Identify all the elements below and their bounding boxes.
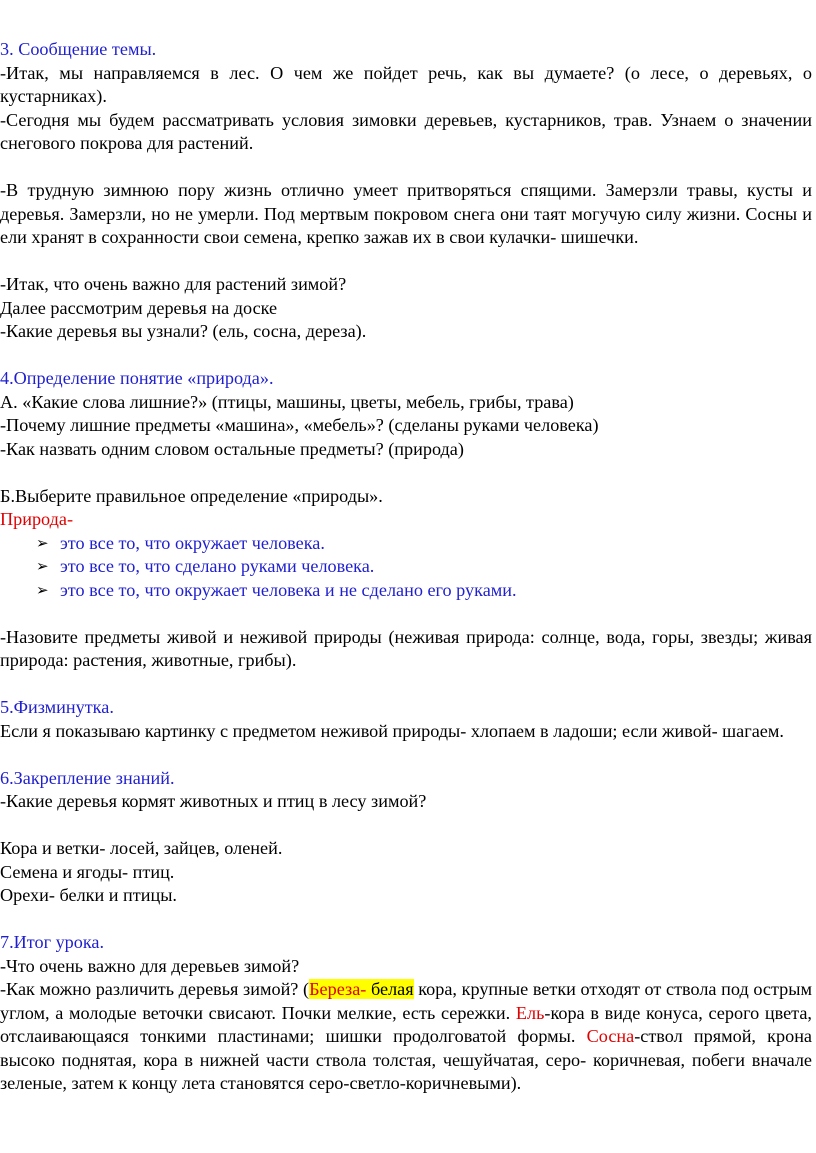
option-text: это все то, что окружает человека и не сделано его руками.	[60, 579, 517, 600]
paragraph: -Итак, что очень важно для растений зимой?	[0, 274, 347, 294]
section-4-heading: 4.Определение понятие «природа».	[0, 368, 274, 388]
spacer	[0, 344, 814, 368]
spacer	[0, 461, 814, 485]
paragraph: -Какие деревья кормят животных и птиц в лесу зимой?	[0, 791, 427, 811]
paragraph: -Почему лишние предметы «машина», «мебель»? (сделаны руками человека)	[0, 415, 599, 435]
paragraph: Семена и ягоды- птиц.	[0, 861, 175, 882]
spacer	[0, 250, 814, 274]
paragraph: -В трудную зимнюю пору жизнь отлично умеет притворяться спящими. Замерзли травы, кусты и деревья. Замерзли, но не умерли. Под мертвым покровом снега они таят могучую силу жизни. Сосны и ели хранят в сохранности свои семена, крепко зажав их в свои кулачки- шишечки.	[0, 180, 812, 247]
spacer	[0, 908, 814, 932]
tree-descriptions	[0, 978, 814, 1096]
section-6-heading: 6.Закрепление знаний.	[0, 767, 175, 788]
spruce-text: -кора в виде конуса, серого цвета, отслаивающаяся тонкими пластинами; шишки продолговатой формы.	[0, 1002, 812, 1046]
paragraph: Кора и ветки- лосей, зайцев, оленей.	[0, 838, 283, 858]
paragraph: Далее рассмотрим деревья на доске	[0, 297, 278, 318]
section-3-heading: 3. Сообщение темы.	[0, 39, 157, 59]
paragraph: -Что очень важно для деревьев зимой?	[0, 955, 300, 976]
spacer	[0, 673, 814, 697]
paragraph: -Итак, мы направляемся в лес. О чем же пойдет речь, как вы думаете? (о лесе, о деревьях, о кустарниках).	[0, 62, 812, 106]
paragraph: -Сегодня мы будем рассматривать условия зимовки деревьев, кустарников, трав. Узнаем о значении снегового покрова для растений.	[0, 109, 812, 153]
spacer	[0, 602, 814, 626]
arrow-bullet-icon: ➢	[36, 533, 49, 552]
arrow-bullet-icon: ➢	[36, 557, 49, 575]
list-item	[0, 532, 814, 556]
paragraph: -Как назвать одним словом остальные предметы? (природа)	[0, 438, 464, 459]
document-page	[0, 38, 814, 1096]
birch-text: кора, крупные ветки отходят от ствола под острым углом, а молодые веточки свисают. Почки мелкие, есть сережки.	[0, 979, 812, 1023]
birch-highlight: белая	[366, 979, 414, 999]
option-text: это все то, что сделано руками человека.	[60, 556, 375, 576]
section-5-heading: 5.Физминутка.	[0, 697, 114, 717]
arrow-bullet-icon: ➢	[36, 580, 49, 599]
question-text: -Как можно различить деревья зимой? (	[0, 979, 310, 999]
paragraph: А. «Какие слова лишние?» (птицы, машины, цветы, мебель, грибы, трава)	[0, 391, 574, 412]
spacer	[0, 814, 814, 838]
list-item	[0, 555, 814, 579]
paragraph: -Какие деревья вы узнали? (ель, сосна, дереза).	[0, 321, 367, 341]
nature-term: Природа-	[0, 509, 74, 529]
paragraph: Б.Выберите правильное определение «природы».	[0, 485, 383, 506]
section-7-heading: 7.Итог урока.	[0, 932, 105, 952]
pine-text: -ствол прямой, крона высоко поднятая, кора в нижней части ствола толстая, чешуйчатая, серо- коричневая, побеги вначале зеленые, затем к концу лета становятся серо-светло-коричневыми).	[0, 1026, 813, 1093]
paragraph: Орехи- белки и птицы.	[0, 885, 177, 905]
paragraph: -Назовите предметы живой и неживой природы (неживая природа: солнце, вода, горы, звезды; живая природа: растения, животные, грибы).	[0, 626, 812, 670]
spacer	[0, 743, 814, 767]
list-item	[0, 579, 814, 603]
spruce-term: Ель	[515, 1002, 545, 1023]
definition-options	[0, 532, 814, 603]
paragraph: Если я показываю картинку с предметом неживой природы- хлопаем в ладоши; если живой- шагаем.	[0, 720, 784, 741]
option-text: это все то, что окружает человека.	[60, 532, 325, 553]
birch-term: Береза-	[309, 979, 367, 999]
spacer	[0, 156, 814, 180]
pine-term: Сосна	[586, 1026, 635, 1046]
